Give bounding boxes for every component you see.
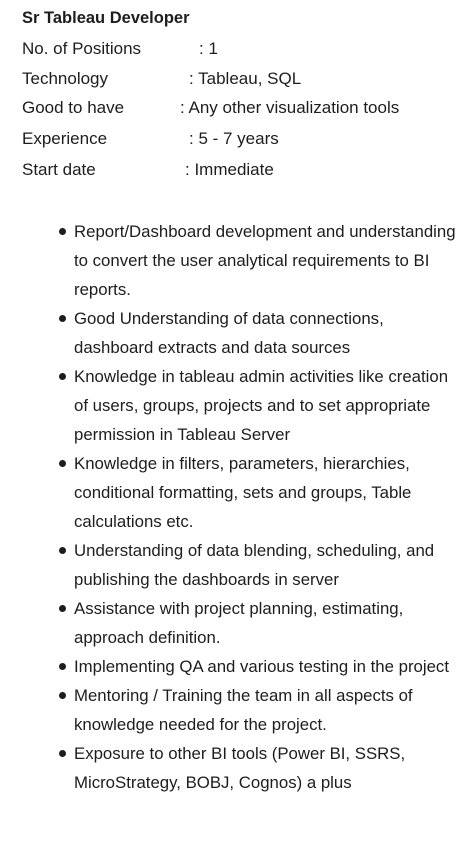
- bullet-icon: [59, 663, 66, 670]
- bullet-icon: [59, 605, 66, 612]
- bullet-icon: [59, 547, 66, 554]
- list-item-text: Assistance with project planning, estimating, approach definition.: [74, 599, 404, 647]
- detail-label: Technology: [22, 69, 109, 88]
- detail-value: : 5 - 7 years: [189, 129, 279, 148]
- list-item-text: Report/Dashboard development and understanding to convert the user analytical requirements to BI reports.: [74, 222, 456, 299]
- detail-label: No. of Positions: [22, 39, 142, 58]
- detail-label: Good to have: [22, 98, 125, 117]
- bullet-icon: [59, 692, 66, 699]
- bullet-icon: [59, 228, 66, 235]
- list-item-text: Knowledge in filters, parameters, hierarchies, conditional formatting, sets and groups, Table calculations etc.: [74, 454, 412, 531]
- list-item-text: Good Understanding of data connections, dashboard extracts and data sources: [74, 309, 384, 357]
- detail-value: : Tableau, SQL: [189, 69, 302, 88]
- list-item-text: Exposure to other BI tools (Power BI, SSRS, MicroStrategy, BOBJ, Cognos) a plus: [74, 744, 406, 792]
- list-item: [50, 449, 460, 536]
- detail-value: : 1: [199, 39, 218, 58]
- detail-label: Experience: [22, 129, 108, 148]
- list-item-text: Understanding of data blending, scheduling, and publishing the dashboards in server: [74, 541, 435, 589]
- bullet-icon: [59, 750, 66, 757]
- list-item: [50, 304, 460, 362]
- list-item: [50, 217, 460, 304]
- responsibilities-list: [50, 217, 460, 797]
- list-item: [50, 594, 460, 652]
- list-item: [50, 681, 460, 739]
- list-item: [50, 362, 460, 449]
- list-item: [50, 652, 460, 681]
- detail-label: Start date: [22, 160, 96, 179]
- list-item: [50, 739, 460, 797]
- bullet-icon: [59, 460, 66, 467]
- list-item-text: Knowledge in tableau admin activities like creation of users, groups, projects and to set appropriate permission in Tableau Server: [74, 367, 449, 444]
- bullet-icon: [59, 373, 66, 380]
- detail-value: : Any other visualization tools: [180, 98, 400, 117]
- job-title: Sr Tableau Developer: [22, 9, 190, 27]
- list-item-text: Mentoring / Training the team in all aspects of knowledge needed for the project.: [74, 686, 413, 734]
- list-item: [50, 536, 460, 594]
- list-item-text: Implementing QA and various testing in the project: [74, 657, 449, 676]
- detail-value: : Immediate: [185, 160, 274, 179]
- bullet-icon: [59, 315, 66, 322]
